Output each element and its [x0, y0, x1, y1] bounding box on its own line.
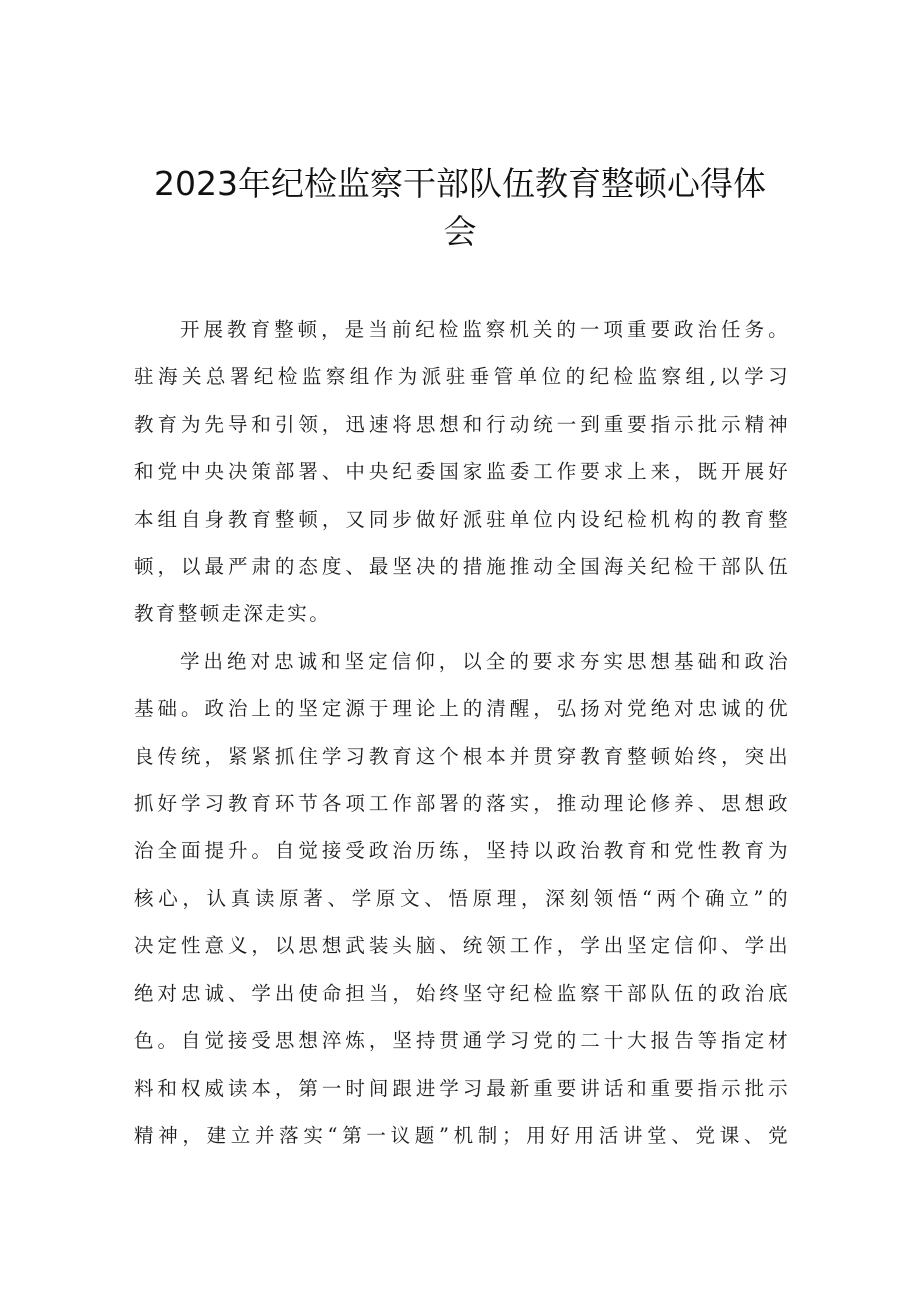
paragraph-line: 本组自身教育整顿，又同步做好派驻单位内设纪检机构的教育整: [134, 507, 790, 531]
paragraph-line: 开展教育整顿，是当前纪检监察机关的一项重要政治任务。: [180, 318, 790, 341]
paragraph-line: 教育为先导和引领，迅速将思想和行动统一到重要指示批示精神: [134, 412, 790, 436]
paragraph-line: 抓好学习教育环节各项工作部署的落实，推动理论修养、思想政: [134, 792, 790, 816]
paragraph-line: 绝对忠诚、学出使命担当，始终坚守纪检监察干部队伍的政治底: [134, 981, 790, 1005]
page-title: [120, 160, 800, 256]
title-line-1: 2023年纪检监察干部队伍教育整顿心得体: [154, 164, 766, 203]
paragraph-line: 治全面提升。自觉接受政治历练，坚持以政治教育和党性教育为: [134, 839, 790, 863]
paragraph-line: 和党中央决策部署、中央纪委国家监委工作要求上来，既开展好: [134, 460, 790, 484]
document-body: [134, 306, 790, 1159]
paragraph-line: 驻海关总署纪检监察组作为派驻垂管单位的纪检监察组,以学习: [134, 365, 790, 389]
paragraph-line: 精神，建立并落实“第一议题”机制；用好用活讲堂、党课、党: [134, 1123, 790, 1147]
paragraph-2: [134, 638, 790, 1159]
paragraph-line: 顿，以最严肃的态度、最坚决的措施推动全国海关纪检干部队伍: [134, 555, 790, 579]
paragraph-1: [134, 306, 790, 638]
paragraph-line: 核心，认真读原著、学原文、悟原理，深刻领悟“两个确立”的: [134, 886, 790, 910]
paragraph-line: 决定性意义，以思想武装头脑、统领工作，学出坚定信仰、学出: [134, 934, 790, 958]
paragraph-line: 基础。政治上的坚定源于理论上的清醒，弘扬对党绝对忠诚的优: [134, 697, 790, 721]
paragraph-line: 色。自觉接受思想淬炼，坚持贯通学习党的二十大报告等指定材: [134, 1029, 790, 1053]
paragraph-line: 学出绝对忠诚和坚定信仰，以全的要求夯实思想基础和政治: [180, 649, 790, 673]
paragraph-line: 料和权威读本，第一时间跟进学习最新重要讲话和重要指示批示: [134, 1076, 790, 1100]
paragraph-line: 教育整顿走深走实。: [134, 602, 332, 626]
title-line-2: 会: [443, 212, 477, 251]
paragraph-line: 良传统，紧紧抓住学习教育这个根本并贯穿教育整顿始终，突出: [134, 744, 790, 768]
